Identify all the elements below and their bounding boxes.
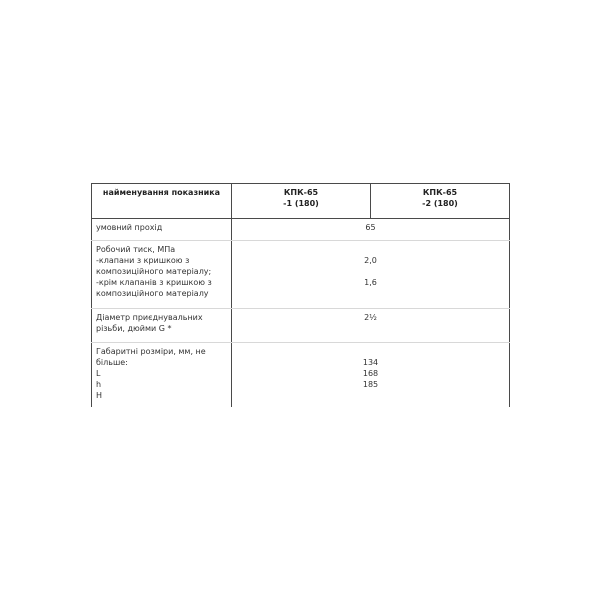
row-dimensions-label: [92, 343, 232, 407]
param-line: -крім клапанів з кришкою з композиційного матеріалу: [96, 278, 212, 298]
specifications-table: [91, 183, 510, 407]
value-line: 134: [362, 358, 379, 367]
param-line: Робочий тиск, МПа: [96, 245, 176, 254]
row-thread-diameter-label: Діаметр приєднувальних різьби, дюйми G *: [92, 309, 232, 343]
value-line: 168: [362, 369, 379, 378]
table-header-row: [92, 184, 510, 219]
value-line: 185: [362, 380, 379, 389]
header-kpk-65-1: КПК-65 -1 (180): [232, 184, 371, 219]
value-line: 2,0: [364, 256, 377, 265]
table-row: [92, 219, 510, 241]
param-line: -клапани з кришкою з композиційного матеріалу;: [96, 256, 212, 276]
table-row: [92, 241, 510, 309]
row-nominal-bore-label: умовний прохід: [92, 219, 232, 241]
row-nominal-bore-value: 65: [232, 219, 510, 241]
param-line: L: [96, 369, 101, 378]
param-line: Габаритні розміри, мм, не більше:: [96, 347, 206, 367]
row-thread-diameter-value: 2½: [232, 309, 510, 343]
param-line: h: [96, 380, 102, 389]
row-working-pressure-values: [232, 241, 510, 309]
row-working-pressure-label: [92, 241, 232, 309]
header-parameter-name: найменування показника: [92, 184, 232, 219]
table-row: [92, 309, 510, 343]
row-dimensions-values: [232, 343, 510, 407]
param-line: H: [96, 391, 103, 400]
header-kpk-65-2: КПК-65 -2 (180): [371, 184, 510, 219]
table-row: [92, 343, 510, 407]
value-line: 1,6: [364, 278, 377, 287]
